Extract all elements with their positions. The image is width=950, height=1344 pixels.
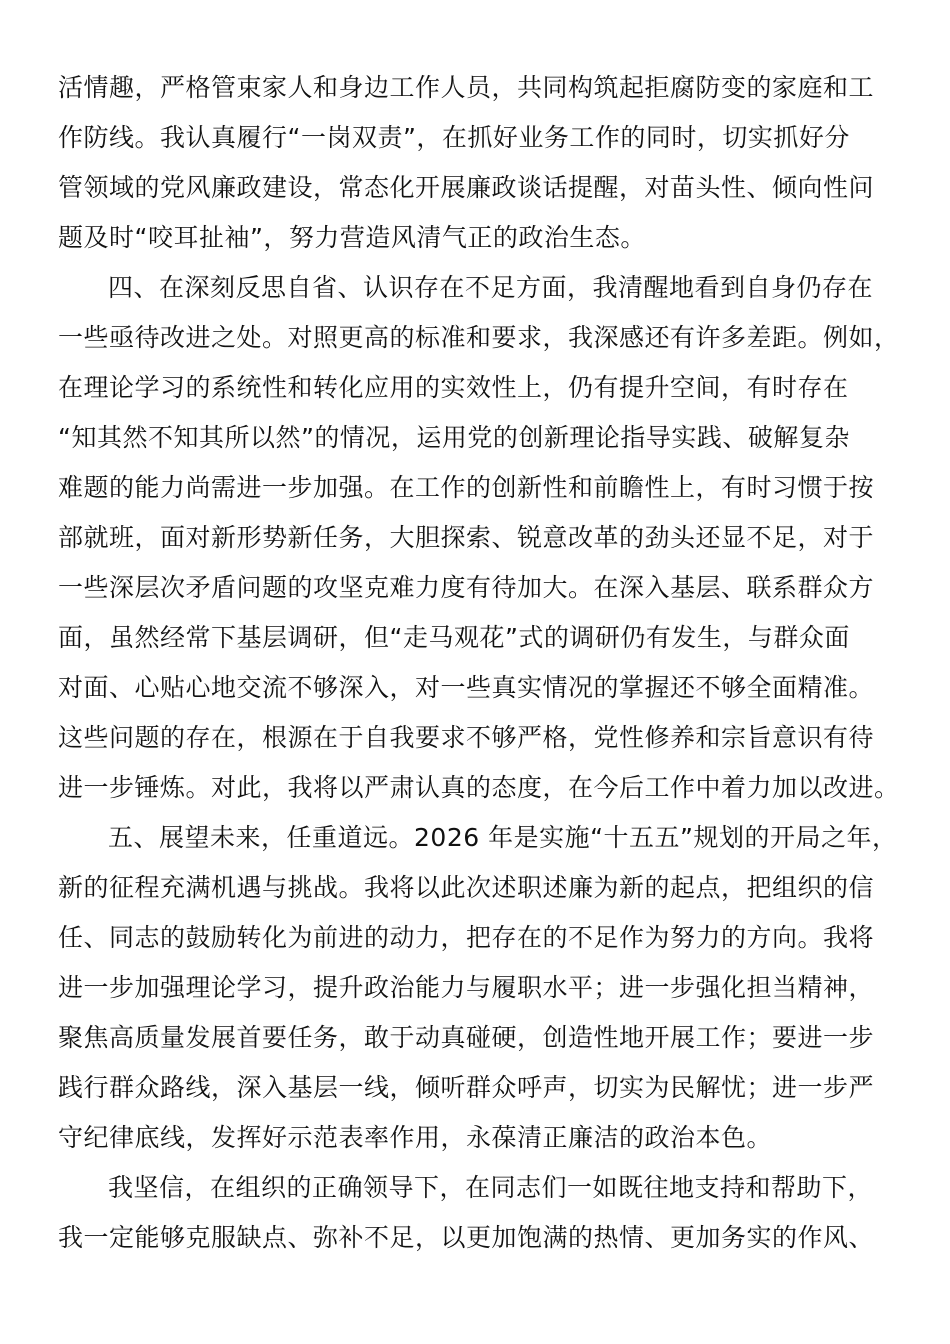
paragraph-start-line: 五、展望未来，任重道远。2026 年是实施“十五五”规划的开局之年， bbox=[108, 823, 898, 852]
text-line: “知其然不知其所以然”的情况，运用党的创新理论指导实践、破解复杂 bbox=[58, 423, 850, 452]
text-line: 难题的能力尚需进一步加强。在工作的创新性和前瞻性上，有时习惯于按 bbox=[58, 473, 875, 502]
text-line: 这些问题的存在，根源在于自我要求不够严格，党性修养和宗旨意识有待 bbox=[58, 723, 875, 752]
text-line: 守纪律底线，发挥好示范表率作用，永葆清正廉洁的政治本色。 bbox=[58, 1123, 773, 1152]
text-line: 题及时“咬耳扯袖”，努力营造风清气正的政治生态。 bbox=[58, 223, 646, 252]
text-line: 一些亟待改进之处。对照更高的标准和要求，我深感还有许多差距。例如， bbox=[58, 323, 900, 352]
text-line: 在理论学习的系统性和转化应用的实效性上，仍有提升空间，有时存在 bbox=[58, 373, 849, 402]
text-line: 活情趣，严格管束家人和身边工作人员，共同构筑起拒腐防变的家庭和工 bbox=[58, 73, 875, 102]
text-line: 一些深层次矛盾问题的攻坚克难力度有待加大。在深入基层、联系群众方 bbox=[58, 573, 875, 602]
paragraph-start-line: 我坚信，在组织的正确领导下，在同志们一如既往地支持和帮助下， bbox=[108, 1173, 874, 1202]
text-line: 面，虽然经常下基层调研，但“走马观花”式的调研仍有发生，与群众面 bbox=[58, 623, 850, 652]
text-line: 管领域的党风廉政建设，常态化开展廉政谈话提醒，对苗头性、倾向性问 bbox=[58, 173, 875, 202]
text-line: 进一步加强理论学习，提升政治能力与履职水平；进一步强化担当精神， bbox=[58, 973, 875, 1002]
text-line: 作防线。我认真履行“一岗双责”，在抓好业务工作的同时，切实抓好分 bbox=[58, 123, 850, 152]
text-line: 新的征程充满机遇与挑战。我将以此次述职述廉为新的起点，把组织的信 bbox=[58, 873, 875, 902]
text-line: 进一步锤炼。对此，我将以严肃认真的态度，在今后工作中着力加以改进。 bbox=[58, 773, 900, 802]
text-line: 我一定能够克服缺点、弥补不足，以更加饱满的热情、更加务实的作风、 bbox=[58, 1223, 875, 1252]
text-line: 部就班，面对新形势新任务，大胆探索、锐意改革的劲头还显不足，对于 bbox=[58, 523, 875, 552]
text-line: 对面、心贴心地交流不够深入，对一些真实情况的掌握还不够全面精准。 bbox=[58, 673, 875, 702]
text-line: 聚焦高质量发展首要任务，敢于动真碰硬，创造性地开展工作；要进一步 bbox=[58, 1023, 875, 1052]
paragraph-start-line: 四、在深刻反思自省、认识存在不足方面，我清醒地看到自身仍存在 bbox=[108, 273, 874, 302]
text-line: 践行群众路线，深入基层一线，倾听群众呼声，切实为民解忧；进一步严 bbox=[58, 1073, 875, 1102]
text-line: 任、同志的鼓励转化为前进的动力，把存在的不足作为努力的方向。我将 bbox=[58, 923, 875, 952]
